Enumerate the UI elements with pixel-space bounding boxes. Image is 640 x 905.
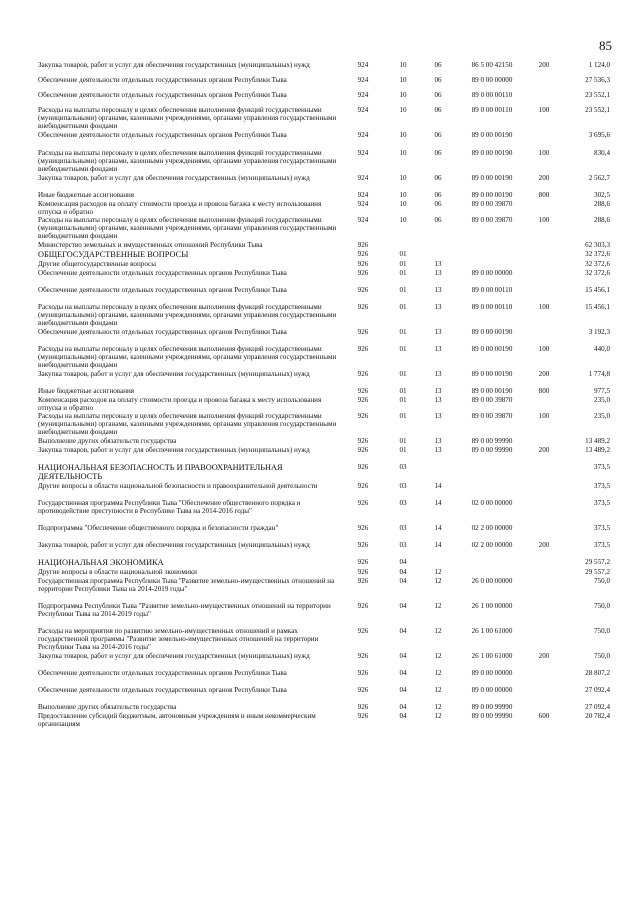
row-name: Другие общегосударственные вопросы — [38, 260, 156, 268]
row-gr-code: 926 — [357, 568, 369, 576]
row-cs-code: 89 0 00 00190 — [471, 174, 513, 182]
row-rz-code: 04 — [399, 703, 407, 711]
row-pr-code: 13 — [434, 328, 442, 336]
row-vr-code: 200 — [538, 541, 550, 549]
row-sum: 750,0 — [594, 577, 610, 585]
table-row — [38, 524, 610, 541]
row-gr-code: 924 — [357, 174, 369, 182]
row-name: Обеспечение деятельности отдельных государственных органов Республики Тыва — [38, 286, 287, 294]
row-rz-code: 01 — [399, 396, 407, 404]
row-gr-code: 924 — [357, 91, 369, 99]
row-sum: 830,4 — [594, 149, 610, 157]
row-rz-code: 04 — [399, 558, 407, 566]
row-sum: 27 536,3 — [585, 76, 610, 84]
row-cs-code: 26 1 00 61000 — [471, 627, 513, 635]
row-gr-code: 926 — [357, 482, 369, 490]
row-name: Расходы на выплаты персоналу в целях обеспечения выполнения функций государственными (муниципальными) органами, казенными учреждениями, органами управления государственными внебюджетными фондами — [38, 216, 337, 241]
row-rz-code: 01 — [399, 446, 407, 454]
row-pr-code: 06 — [434, 200, 442, 208]
row-rz-code: 01 — [399, 370, 407, 378]
row-sum: 27 092,4 — [585, 703, 610, 711]
row-gr-code: 926 — [357, 303, 369, 311]
row-rz-code: 04 — [399, 652, 407, 660]
row-rz-code: 01 — [399, 328, 407, 336]
row-sum: 440,0 — [594, 345, 610, 353]
row-name: Обеспечение деятельности отдельных государственных органов Республики Тыва — [38, 131, 287, 139]
table-row — [38, 463, 610, 482]
row-pr-code: 12 — [434, 602, 442, 610]
row-cs-code: 89 0 00 00110 — [471, 91, 513, 99]
row-sum: 750,0 — [594, 602, 610, 610]
row-name: Расходы на мероприятия по развитию земельно-имущественных отношений и рамках государственной программы "Развитие земельно-имущественных отношений на территории Республики Тыва на 2014-2016 годы" — [38, 627, 319, 652]
row-name: Компенсация расходов на оплату стоимости проезда и провоза багажа к месту использования отпуска и обратно — [38, 200, 322, 217]
table-row — [38, 577, 610, 602]
row-pr-code: 13 — [434, 260, 442, 268]
row-rz-code: 01 — [399, 387, 407, 395]
table-row — [38, 260, 610, 269]
table-row — [38, 131, 610, 149]
row-vr-code: 100 — [538, 303, 550, 311]
row-rz-code: 03 — [399, 499, 407, 507]
row-cs-code: 89 0 00 00190 — [471, 191, 513, 199]
table-row — [38, 387, 610, 396]
row-pr-code: 14 — [434, 524, 442, 532]
row-sum: 20 782,4 — [585, 712, 610, 720]
row-name: Иные бюджетные ассигнования — [38, 191, 135, 199]
row-gr-code: 926 — [357, 286, 369, 294]
table-row — [38, 627, 610, 652]
row-pr-code: 13 — [434, 345, 442, 353]
row-cs-code: 89 0 00 00190 — [471, 387, 513, 395]
table-row — [38, 200, 610, 216]
row-pr-code: 12 — [434, 577, 442, 585]
table-row — [38, 286, 610, 303]
row-vr-code: 100 — [538, 412, 550, 420]
row-rz-code: 10 — [399, 200, 407, 208]
row-sum: 1 774,8 — [588, 370, 610, 378]
row-name: Другие вопросы в области национальной экономики — [38, 568, 197, 576]
page-number: 85 — [599, 38, 612, 53]
row-gr-code: 926 — [357, 627, 369, 635]
row-sum: 373,5 — [594, 541, 610, 549]
row-name: Государственная программа Республики Тыва "Обеспечение общественного порядка и противодействие преступности в Республике Тыва на 2014-2016 годы" — [38, 499, 301, 516]
row-sum: 15 456,1 — [585, 303, 610, 311]
row-gr-code: 926 — [357, 463, 369, 471]
row-gr-code: 926 — [357, 686, 369, 694]
row-sum: 27 092,4 — [585, 686, 610, 694]
table-row — [38, 437, 610, 446]
row-name: Закупка товаров, работ и услуг для обеспечения государственных (муниципальных) нужд — [38, 174, 310, 182]
row-name: Иные бюджетные ассигнования — [38, 387, 135, 395]
row-sum: 373,5 — [594, 524, 610, 532]
table-row — [38, 370, 610, 387]
row-rz-code: 01 — [399, 250, 407, 258]
row-vr-code: 200 — [538, 174, 550, 182]
row-vr-code: 200 — [538, 446, 550, 454]
row-sum: 302,5 — [594, 191, 610, 199]
row-cs-code: 02 2 00 00000 — [471, 541, 513, 549]
table-row — [38, 602, 610, 627]
row-sum: 977,5 — [594, 387, 610, 395]
row-pr-code: 13 — [434, 387, 442, 395]
table-row — [38, 149, 610, 174]
row-rz-code: 10 — [399, 61, 407, 69]
row-gr-code: 926 — [357, 703, 369, 711]
row-cs-code: 89 0 00 00190 — [471, 328, 513, 336]
row-vr-code: 600 — [538, 712, 550, 720]
row-cs-code: 89 0 00 00000 — [471, 76, 513, 84]
row-pr-code: 13 — [434, 286, 442, 294]
table-row — [38, 106, 610, 131]
row-vr-code: 800 — [538, 387, 550, 395]
row-sum: 3 695,6 — [588, 131, 610, 139]
row-name: Расходы на выплаты персоналу в целях обеспечения выполнения функций государственными (муниципальными) органами, казенными учреждениями, органами управления государственными внебюджетными фондами — [38, 345, 337, 370]
row-gr-code: 926 — [357, 269, 369, 277]
row-cs-code: 02 2 00 00000 — [471, 524, 513, 532]
row-pr-code: 06 — [434, 174, 442, 182]
table-row — [38, 250, 610, 260]
row-name: НАЦИОНАЛЬНАЯ БЕЗОПАСНОСТЬ И ПРАВООХРАНИТЕЛЬНАЯ ДЕЯТЕЛЬНОСТЬ — [38, 463, 283, 482]
row-rz-code: 04 — [399, 712, 407, 720]
row-sum: 62 303,3 — [585, 241, 610, 249]
row-rz-code: 03 — [399, 463, 407, 471]
row-rz-code: 10 — [399, 191, 407, 199]
table-row — [38, 446, 610, 463]
row-sum: 29 557,2 — [585, 568, 610, 576]
row-gr-code: 926 — [357, 345, 369, 353]
row-sum: 13 489,2 — [585, 437, 610, 445]
row-gr-code: 926 — [357, 652, 369, 660]
row-rz-code: 10 — [399, 91, 407, 99]
row-gr-code: 924 — [357, 106, 369, 114]
row-name: Подпрограмма "Обеспечение общественного порядка и безопасности граждан" — [38, 524, 279, 532]
row-cs-code: 89 0 00 99990 — [471, 446, 513, 454]
row-sum: 373,5 — [594, 463, 610, 471]
row-name: Закупка товаров, работ и услуг для обеспечения государственных (муниципальных) нужд — [38, 61, 310, 69]
row-gr-code: 926 — [357, 396, 369, 404]
row-name: Государственная программа Республики Тыва "Развитие земельно-имущественных отношений на территории Республики Тыва на 2014-2019 годы" — [38, 577, 335, 594]
row-name: Закупка товаров, работ и услуг для обеспечения государственных (муниципальных) нужд — [38, 446, 310, 454]
row-name: Министерство земельных и имущественных отношений Республики Тыва — [38, 241, 263, 249]
row-gr-code: 926 — [357, 602, 369, 610]
row-rz-code: 04 — [399, 686, 407, 694]
row-cs-code: 89 0 00 39870 — [471, 216, 513, 224]
row-name: Другие вопросы в области национальной безопасности и правоохранительной деятельности — [38, 482, 318, 490]
budget-table — [38, 61, 610, 729]
row-name: Закупка товаров, работ и услуг для обеспечения государственных (муниципальных) нужд — [38, 541, 310, 549]
row-pr-code: 12 — [434, 712, 442, 720]
row-gr-code: 926 — [357, 370, 369, 378]
row-rz-code: 01 — [399, 303, 407, 311]
row-name: Обеспечение деятельности отдельных государственных органов Республики Тыва — [38, 91, 287, 99]
row-pr-code: 06 — [434, 149, 442, 157]
row-rz-code: 01 — [399, 437, 407, 445]
row-sum: 3 192,3 — [588, 328, 610, 336]
row-gr-code: 924 — [357, 61, 369, 69]
row-rz-code: 04 — [399, 602, 407, 610]
row-cs-code: 89 0 00 00110 — [471, 303, 513, 311]
row-pr-code: 12 — [434, 686, 442, 694]
table-row — [38, 76, 610, 91]
row-vr-code: 100 — [538, 345, 550, 353]
row-name: Расходы на выплаты персоналу в целях обеспечения выполнения функций государственными (муниципальными) органами, казенными учреждениями, органами управления государственными внебюджетными фондами — [38, 106, 337, 131]
row-gr-code: 926 — [357, 669, 369, 677]
row-name: Обеспечение деятельности отдельных государственных органов Республики Тыва — [38, 76, 287, 84]
row-cs-code: 26 1 00 61000 — [471, 652, 513, 660]
table-row — [38, 669, 610, 686]
row-cs-code: 89 0 00 00190 — [471, 345, 513, 353]
row-gr-code: 924 — [357, 76, 369, 84]
row-cs-code: 89 0 00 00000 — [471, 269, 513, 277]
row-cs-code: 86 5 00 42150 — [471, 61, 513, 69]
row-cs-code: 89 0 00 00190 — [471, 149, 513, 157]
row-pr-code: 12 — [434, 669, 442, 677]
row-gr-code: 926 — [357, 446, 369, 454]
row-cs-code: 89 0 00 39870 — [471, 396, 513, 404]
row-rz-code: 01 — [399, 260, 407, 268]
row-pr-code: 06 — [434, 216, 442, 224]
row-rz-code: 10 — [399, 149, 407, 157]
table-row — [38, 174, 610, 191]
row-gr-code: 924 — [357, 149, 369, 157]
row-vr-code: 100 — [538, 149, 550, 157]
row-sum: 2 562,7 — [588, 174, 610, 182]
table-row — [38, 61, 610, 76]
row-cs-code: 89 0 00 39870 — [471, 412, 513, 420]
row-sum: 32 372,6 — [585, 260, 610, 268]
row-sum: 29 557,2 — [585, 558, 610, 566]
row-cs-code: 26 0 00 00000 — [471, 577, 513, 585]
row-rz-code: 03 — [399, 541, 407, 549]
row-name: Расходы на выплаты персоналу в целях обеспечения выполнения функций государственными (муниципальными) органами, казенными учреждениями, органами управления государственными внебюджетными фондами — [38, 303, 337, 328]
row-gr-code: 926 — [357, 524, 369, 532]
row-gr-code: 926 — [357, 328, 369, 336]
row-gr-code: 926 — [357, 260, 369, 268]
row-name: Выполнение других обязательств государства — [38, 703, 177, 711]
table-row — [38, 303, 610, 328]
row-cs-code: 89 0 00 00000 — [471, 686, 513, 694]
row-cs-code: 02 0 00 00000 — [471, 499, 513, 507]
row-pr-code: 13 — [434, 303, 442, 311]
row-pr-code: 12 — [434, 652, 442, 660]
row-sum: 750,0 — [594, 627, 610, 635]
row-cs-code: 26 1 00 00000 — [471, 602, 513, 610]
row-name: Обеспечение деятельности отдельных государственных органов Республики Тыва — [38, 328, 287, 336]
row-rz-code: 04 — [399, 577, 407, 585]
row-sum: 288,6 — [594, 200, 610, 208]
row-pr-code: 12 — [434, 627, 442, 635]
row-pr-code: 06 — [434, 191, 442, 199]
row-sum: 32 372,6 — [585, 269, 610, 277]
row-gr-code: 924 — [357, 200, 369, 208]
row-gr-code: 926 — [357, 250, 369, 258]
row-pr-code: 14 — [434, 482, 442, 490]
row-pr-code: 06 — [434, 91, 442, 99]
row-rz-code: 10 — [399, 76, 407, 84]
row-name: Обеспечение деятельности отдельных государственных органов Республики Тыва — [38, 669, 287, 677]
row-sum: 23 552,1 — [585, 91, 610, 99]
row-gr-code: 924 — [357, 216, 369, 224]
row-gr-code: 926 — [357, 558, 369, 566]
row-pr-code: 06 — [434, 61, 442, 69]
row-gr-code: 926 — [357, 541, 369, 549]
row-gr-code: 926 — [357, 387, 369, 395]
row-rz-code: 03 — [399, 524, 407, 532]
row-name: Закупка товаров, работ и услуг для обеспечения государственных (муниципальных) нужд — [38, 652, 310, 660]
row-name: Закупка товаров, работ и услуг для обеспечения государственных (муниципальных) нужд — [38, 370, 310, 378]
row-cs-code: 89 0 00 99990 — [471, 703, 513, 711]
row-pr-code: 06 — [434, 106, 442, 114]
row-rz-code: 01 — [399, 269, 407, 277]
row-sum: 28 807,2 — [585, 669, 610, 677]
row-sum: 373,5 — [594, 482, 610, 490]
row-vr-code: 100 — [538, 106, 550, 114]
table-row — [38, 558, 610, 568]
row-pr-code: 13 — [434, 396, 442, 404]
row-name: Компенсация расходов на оплату стоимости проезда и провоза багажа к месту использования отпуска и обратно — [38, 396, 322, 413]
row-name: Обеспечение деятельности отдельных государственных органов Республики Тыва — [38, 269, 287, 277]
row-vr-code: 200 — [538, 370, 550, 378]
table-row — [38, 568, 610, 577]
row-sum: 13 489,2 — [585, 446, 610, 454]
row-name: НАЦИОНАЛЬНАЯ ЭКОНОМИКА — [38, 558, 164, 567]
row-cs-code: 89 0 00 00000 — [471, 669, 513, 677]
row-name: Предоставление субсидий бюджетным, автономным учреждениям и иным некоммерческим организациям — [38, 712, 316, 729]
table-row — [38, 703, 610, 712]
table-row — [38, 712, 610, 729]
row-rz-code: 04 — [399, 568, 407, 576]
row-pr-code: 13 — [434, 446, 442, 454]
table-row — [38, 541, 610, 558]
row-cs-code: 89 0 00 00190 — [471, 370, 513, 378]
row-vr-code: 200 — [538, 652, 550, 660]
row-name: Расходы на выплаты персоналу в целях обеспечения выполнения функций государственными (муниципальными) органами, казенными учреждениями, органами управления государственными внебюджетными фондами — [38, 412, 337, 437]
row-pr-code: 06 — [434, 76, 442, 84]
row-pr-code: 06 — [434, 131, 442, 139]
row-gr-code: 926 — [357, 437, 369, 445]
row-pr-code: 13 — [434, 269, 442, 277]
row-name: Расходы на выплаты персоналу в целях обеспечения выполнения функций государственными (муниципальными) органами, казенными учреждениями, органами управления государственными внебюджетными фондами — [38, 149, 337, 174]
row-sum: 15 456,1 — [585, 286, 610, 294]
table-row — [38, 241, 610, 250]
row-cs-code: 89 0 00 00110 — [471, 286, 513, 294]
table-row — [38, 91, 610, 106]
row-cs-code: 89 0 00 99990 — [471, 437, 513, 445]
table-row — [38, 686, 610, 703]
row-gr-code: 926 — [357, 412, 369, 420]
row-pr-code: 12 — [434, 568, 442, 576]
row-rz-code: 01 — [399, 286, 407, 294]
table-row — [38, 652, 610, 669]
row-name: Выполнение других обязательств государства — [38, 437, 177, 445]
row-gr-code: 926 — [357, 577, 369, 585]
row-rz-code: 04 — [399, 669, 407, 677]
row-sum: 288,6 — [594, 216, 610, 224]
row-gr-code: 926 — [357, 241, 369, 249]
table-row — [38, 216, 610, 241]
row-sum: 373,5 — [594, 499, 610, 507]
row-rz-code: 10 — [399, 106, 407, 114]
row-name: ОБЩЕГОСУДАРСТВЕННЫЕ ВОПРОСЫ — [38, 250, 189, 259]
row-pr-code: 14 — [434, 541, 442, 549]
table-row — [38, 396, 610, 412]
row-vr-code: 200 — [538, 61, 550, 69]
table-row — [38, 482, 610, 499]
row-rz-code: 01 — [399, 345, 407, 353]
row-vr-code: 100 — [538, 216, 550, 224]
table-row — [38, 412, 610, 437]
row-sum: 235,0 — [594, 396, 610, 404]
row-gr-code: 926 — [357, 499, 369, 507]
row-gr-code: 926 — [357, 712, 369, 720]
table-row — [38, 191, 610, 200]
row-cs-code: 89 0 00 99990 — [471, 712, 513, 720]
table-row — [38, 345, 610, 370]
table-row — [38, 328, 610, 345]
row-pr-code: 13 — [434, 370, 442, 378]
row-cs-code: 89 0 00 39870 — [471, 200, 513, 208]
row-rz-code: 03 — [399, 482, 407, 490]
row-rz-code: 10 — [399, 174, 407, 182]
row-sum: 32 372,6 — [585, 250, 610, 258]
table-row — [38, 499, 610, 524]
row-sum: 235,0 — [594, 412, 610, 420]
row-vr-code: 800 — [538, 191, 550, 199]
row-pr-code: 14 — [434, 499, 442, 507]
row-cs-code: 89 0 00 00190 — [471, 131, 513, 139]
row-gr-code: 924 — [357, 131, 369, 139]
row-sum: 750,0 — [594, 652, 610, 660]
row-pr-code: 12 — [434, 703, 442, 711]
row-pr-code: 13 — [434, 437, 442, 445]
row-pr-code: 13 — [434, 412, 442, 420]
row-name: Обеспечение деятельности отдельных государственных органов Республики Тыва — [38, 686, 287, 694]
row-rz-code: 10 — [399, 131, 407, 139]
table-row — [38, 269, 610, 286]
row-rz-code: 10 — [399, 216, 407, 224]
row-cs-code: 89 0 00 00110 — [471, 106, 513, 114]
row-gr-code: 924 — [357, 191, 369, 199]
row-rz-code: 04 — [399, 627, 407, 635]
row-rz-code: 01 — [399, 412, 407, 420]
row-sum: 23 552,1 — [585, 106, 610, 114]
row-name: Подпрограмма Республики Тыва "Развитие земельно-имущественных отношений на территории Республики Тыва на 2014-2019 годы" — [38, 602, 331, 619]
row-sum: 1 124,0 — [588, 61, 610, 69]
